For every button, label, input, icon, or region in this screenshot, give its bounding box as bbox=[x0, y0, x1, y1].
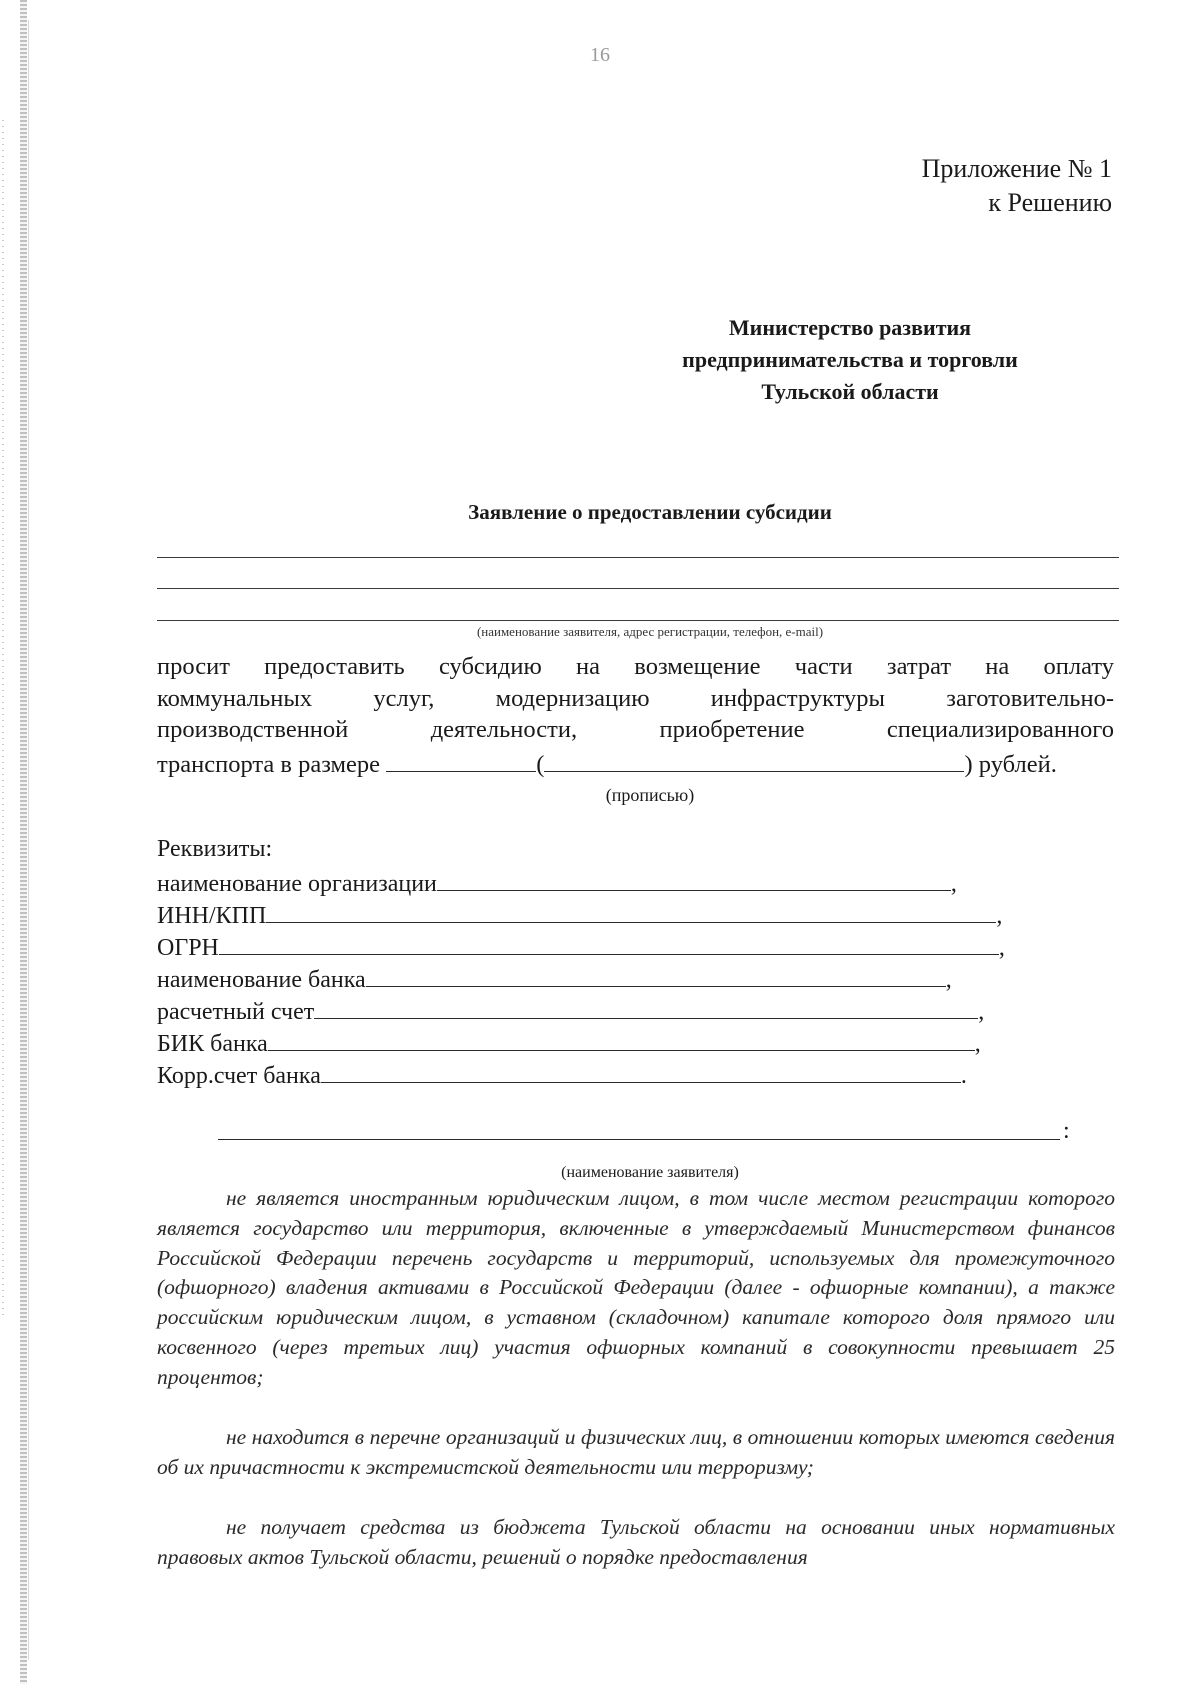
statement-paragraph-3 bbox=[157, 1513, 1115, 1573]
requisite-blank bbox=[437, 868, 951, 891]
applicant-name-blank bbox=[218, 1138, 1060, 1140]
statement-text: не получает средства из бюджета Тульской области на основании иных нормативных правовых актов Тульской области, решений о порядке предоставления bbox=[157, 1515, 1115, 1569]
requisite-end: , bbox=[996, 903, 1003, 929]
statement-paragraph-1 bbox=[157, 1184, 1115, 1393]
amount-open-paren: ( bbox=[536, 751, 545, 778]
requisite-blank bbox=[266, 900, 996, 923]
page-number: 16 bbox=[590, 44, 610, 66]
requisite-label: расчетный счет bbox=[157, 999, 315, 1025]
applicant-colon: : bbox=[1063, 1118, 1070, 1144]
amount-line-start: транспорта в размере bbox=[157, 751, 381, 778]
requisite-blank bbox=[314, 996, 978, 1019]
request-line-1: просит предоставить субсидию на возмещение части затрат на оплату bbox=[157, 653, 1114, 680]
ministry-line-1: Министерство развития bbox=[728, 315, 972, 340]
requisite-blank bbox=[321, 1060, 961, 1083]
requisite-row bbox=[157, 1028, 981, 1059]
amount-words-blank bbox=[544, 749, 964, 772]
amount-words-caption: (прописью) bbox=[605, 785, 695, 805]
appendix-reference bbox=[922, 152, 1112, 220]
applicant-blank-line-3 bbox=[157, 620, 1119, 621]
applicant-blank-line-1 bbox=[157, 557, 1119, 558]
scan-edge-artifact-left bbox=[2, 120, 4, 1320]
requisite-row bbox=[157, 868, 957, 899]
applicant-name-caption: (наименование заявителя) bbox=[561, 1164, 739, 1181]
requisite-blank bbox=[366, 964, 946, 987]
statement-text: не является иностранным юридическим лицом, в том числе местом регистрации которого является государство или территория, включенные в утверждаемый Министерством финансов Российской Федерации перечень государств и территорий, используемых для промежуточного (офшорного) владения активами в Российской Федерации (далее - офшорные компании), а также российским юридическим лицом, в уставном (складочном) капитале которого доля прямого или косвенного (через третьих лиц) участия офшорных компаний в совокупности превышает 25 процентов; bbox=[157, 1186, 1115, 1389]
requisite-label: наименование банка bbox=[157, 967, 366, 993]
statement-text: не находится в перечне организаций и физических лиц, в отношении которых имеются сведения об их причастности к экстремистской деятельности или терроризму; bbox=[157, 1425, 1115, 1479]
requisite-label: БИК банка bbox=[157, 1031, 268, 1057]
requisite-end: . bbox=[960, 1063, 967, 1089]
requisite-label: ИНН/КПП bbox=[157, 903, 267, 929]
request-paragraph bbox=[157, 651, 1114, 746]
amount-digits-blank bbox=[386, 749, 536, 772]
requisite-end: , bbox=[974, 1031, 981, 1057]
ministry-line-3: Тульской области bbox=[761, 379, 939, 404]
applicant-blank-line-2 bbox=[157, 588, 1119, 589]
requisite-label: Корр.счет банка bbox=[157, 1063, 321, 1089]
requisites-header: Реквизиты: bbox=[157, 836, 273, 862]
requisite-row bbox=[157, 996, 984, 1027]
requisite-end: , bbox=[945, 967, 952, 993]
appendix-line-1: Приложение № 1 bbox=[921, 154, 1112, 183]
requisite-end: , bbox=[978, 999, 985, 1025]
request-line-2: коммунальных услуг, модернизацию инфраструктуры заготовительно- bbox=[157, 684, 1114, 712]
requisite-blank bbox=[219, 932, 999, 955]
amount-line bbox=[157, 749, 1057, 780]
requisite-label: наименование организации bbox=[157, 871, 437, 897]
requisite-blank bbox=[268, 1028, 975, 1051]
scan-edge-artifact bbox=[20, 0, 27, 1684]
requisite-end: , bbox=[950, 871, 957, 897]
requisite-row bbox=[157, 932, 1005, 963]
appendix-line-2: к Решению bbox=[988, 188, 1112, 217]
requisite-end: , bbox=[998, 935, 1005, 961]
ministry-line-2: предпринимательства и торговли bbox=[682, 347, 1018, 372]
requisite-row bbox=[157, 964, 952, 995]
addressee-ministry bbox=[620, 312, 1080, 408]
document-title: Заявление о предоставлении субсидии bbox=[468, 500, 832, 524]
requisite-label: ОГРН bbox=[157, 935, 219, 961]
amount-line-end: ) рублей. bbox=[964, 751, 1057, 778]
applicant-caption: (наименование заявителя, адрес регистрации, телефон, e-mail) bbox=[476, 624, 824, 639]
page-edge-line bbox=[28, 20, 29, 1660]
statement-paragraph-2 bbox=[157, 1423, 1115, 1483]
request-line-3: производственной деятельности, приобретение специализированного bbox=[157, 716, 1114, 743]
requisite-row bbox=[157, 900, 1002, 931]
requisite-row bbox=[157, 1060, 967, 1091]
